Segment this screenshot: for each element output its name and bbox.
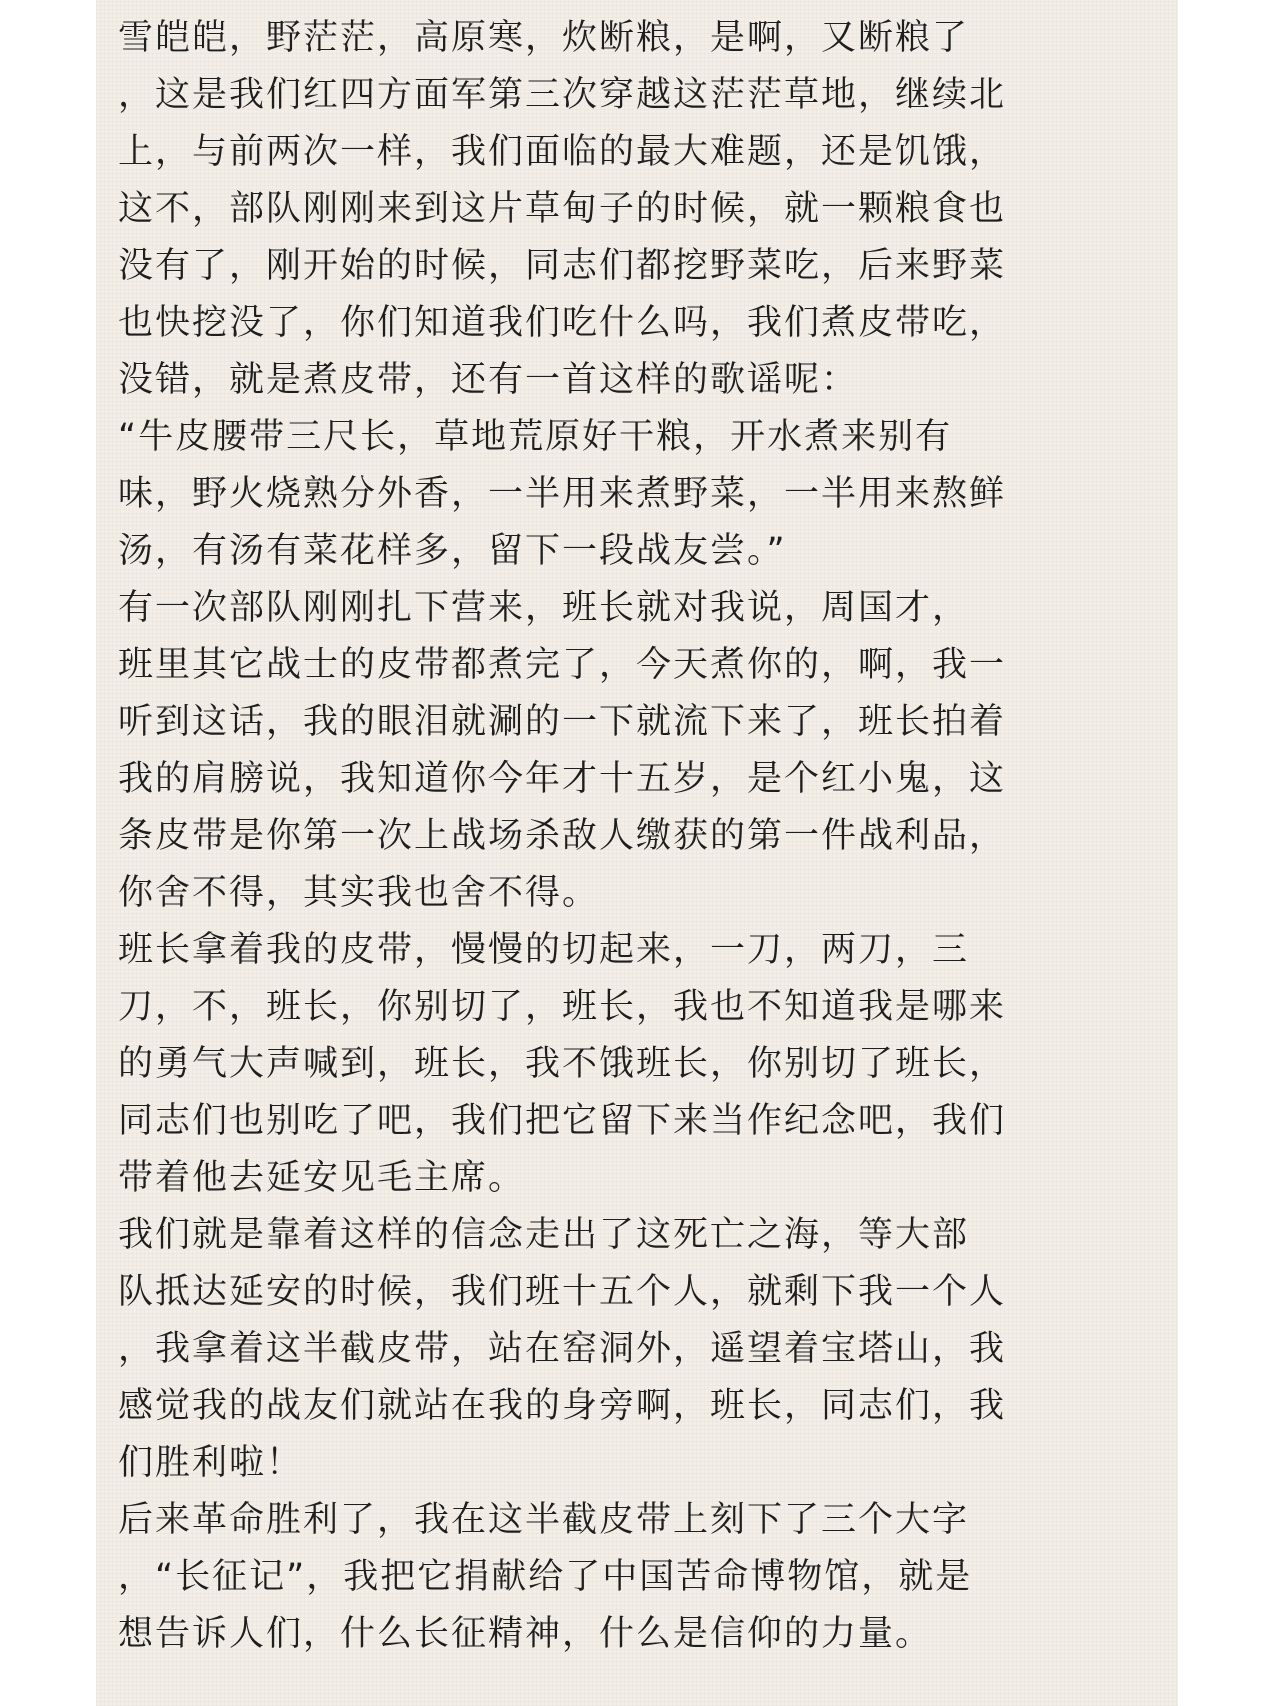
text-line: 我的肩膀说，我知道你今年才十五岁，是个红小鬼，这 [118,759,1007,799]
text-line: 这不，部队刚刚来到这片草甸子的时候，就一颗粮食也 [118,189,1007,229]
text-line: 雪皑皑，野茫茫，高原寒，炊断粮，是啊，又断粮了 [118,18,970,58]
text-line: 没有了，刚开始的时候，同志们都挖野菜吃，后来野菜 [118,246,1007,286]
text-line: “牛皮腰带三尺长，草地荒原好干粮，开水煮来别有 [118,417,953,457]
text-line: ，我拿着这半截皮带，站在窑洞外，遥望着宝塔山，我 [118,1329,1007,1369]
text-line: 有一次部队刚刚扎下营来，班长就对我说，周国才， [118,588,970,628]
text-line: ，“长征记”，我把它捐献给了中国苦命博物馆，就是 [118,1557,973,1597]
text-line: 感觉我的战友们就站在我的身旁啊，班长，同志们，我 [118,1386,1007,1426]
text-line: 班里其它战士的皮带都煮完了，今天煮你的，啊，我一 [118,645,1007,685]
text-line: 的勇气大声喊到，班长，我不饿班长，你别切了班长， [118,1044,1007,1084]
text-line: 刀，不，班长，你别切了，班长，我也不知道我是哪来 [118,987,1007,1027]
text-line: 条皮带是你第一次上战场杀敌人缴获的第一件战利品， [118,816,1007,856]
text-line: 上，与前两次一样，我们面临的最大难题，还是饥饿， [118,132,1007,172]
text-line: 没错，就是煮皮带，还有一首这样的歌谣呢： [118,360,859,400]
text-line: 想告诉人们，什么长征精神，什么是信仰的力量。 [118,1614,933,1654]
text-line: ，这是我们红四方面军第三次穿越这茫茫草地，继续北 [118,75,1007,115]
text-line: 后来革命胜利了，我在这半截皮带上刻下了三个大字 [118,1500,970,1540]
text-line: 也快挖没了，你们知道我们吃什么吗，我们煮皮带吃， [118,303,1007,343]
text-line: 味，野火烧熟分外香，一半用来煮野菜，一半用来熬鲜 [118,474,1007,514]
paper-page [96,0,1178,1706]
text-line: 我们就是靠着这样的信念走出了这死亡之海，等大部 [118,1215,970,1255]
text-line: 队抵达延安的时候，我们班十五个人，就剩下我一个人 [118,1272,1007,1312]
text-line: 们胜利啦！ [118,1443,304,1483]
text-line: 带着他去延安见毛主席。 [118,1158,526,1198]
text-line: 同志们也别吃了吧，我们把它留下来当作纪念吧，我们 [118,1101,1007,1141]
text-line: 你舍不得，其实我也舍不得。 [118,873,600,913]
text-line: 听到这话，我的眼泪就涮的一下就流下来了，班长拍着 [118,702,1007,742]
text-line: 班长拿着我的皮带，慢慢的切起来，一刀，两刀，三 [118,930,970,970]
text-line: 汤，有汤有菜花样多，留下一段战友尝。” [118,531,787,571]
story-text [118,10,1158,1663]
